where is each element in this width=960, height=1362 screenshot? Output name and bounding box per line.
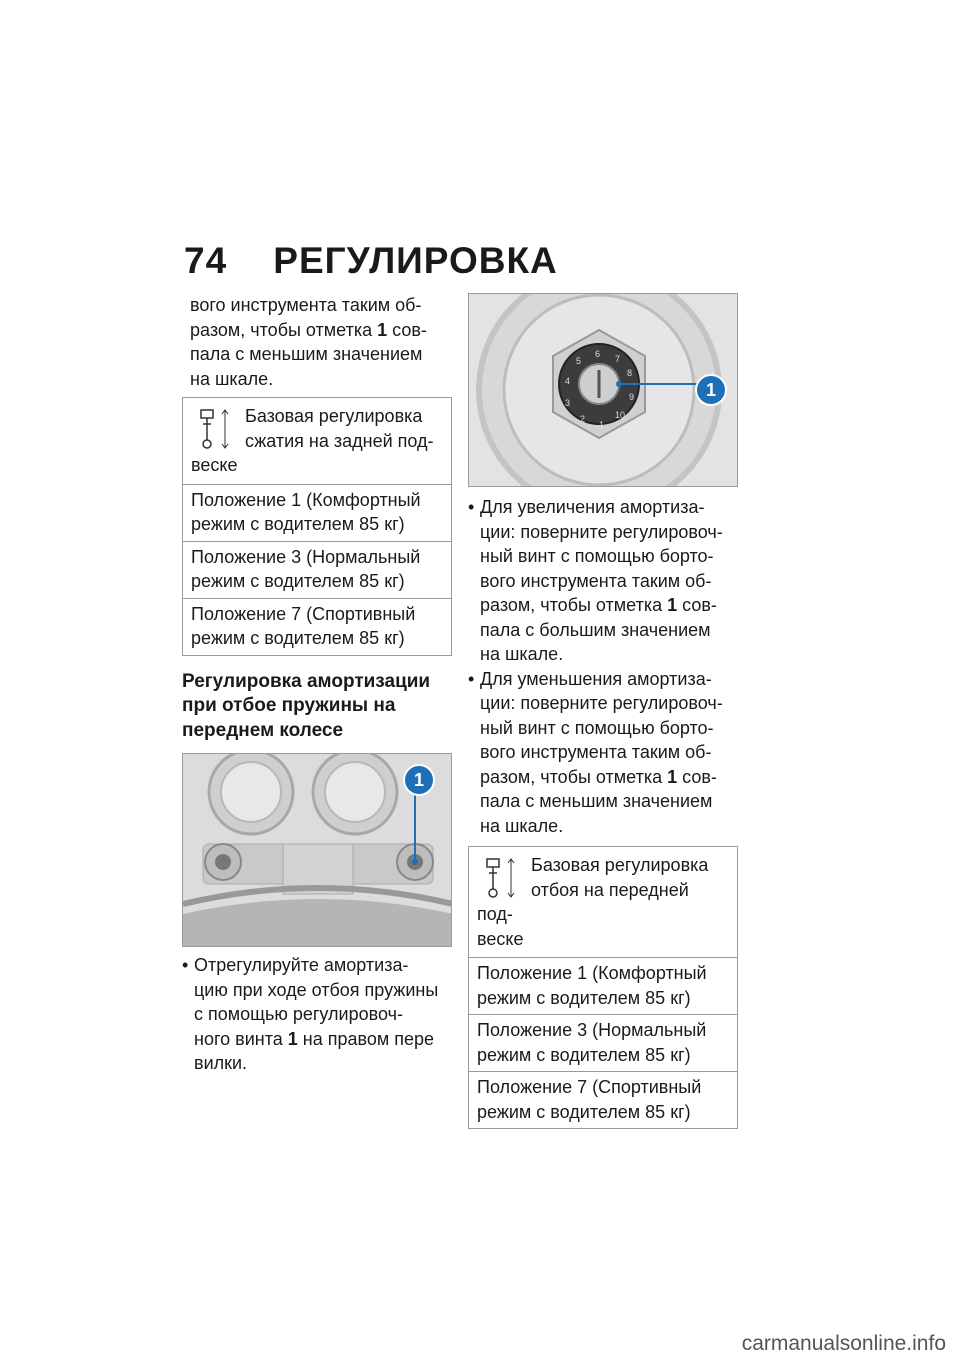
watermark: carmanualsonline.info — [741, 1332, 946, 1355]
setting-row: Положение 3 (Нормальный режим с водителем 85 кг) — [183, 541, 451, 598]
scale-mark: 6 — [595, 349, 601, 359]
callout-badge: 1 — [403, 764, 435, 796]
page-title: РЕГУЛИРОВКА — [273, 240, 558, 281]
setting-table-head — [183, 398, 451, 484]
scale-mark: 9 — [629, 392, 635, 402]
setting-table-title: Базовая регулировка сжатия на задней под- веске — [191, 406, 434, 475]
shock-absorber-icon — [481, 855, 523, 901]
reference-mark: 1 — [667, 766, 678, 787]
list-item: • Отрегулируйте амортиза- цию при ходе отбоя пружины с помощью регулировоч- ного винта 1 на правом пере вилки. — [182, 953, 452, 1076]
instruction-list — [468, 495, 738, 838]
scale-mark: 7 — [615, 354, 621, 364]
scale-mark: 2 — [580, 414, 586, 424]
setting-row: Положение 3 (Нормальный режим с водителем 85 кг) — [469, 1014, 737, 1071]
setting-row: Положение 7 (Спортивный режим с водителем 85 кг) — [183, 598, 451, 655]
scale-mark: 1 — [599, 420, 605, 430]
reference-mark: 1 — [667, 595, 678, 615]
callout-badge: 1 — [695, 374, 727, 406]
text-line: вого инструмента таким об- — [190, 295, 422, 315]
setting-row: Положение 1 (Комфортный режим с водителем 85 кг) — [183, 484, 451, 541]
shock-absorber-icon — [195, 406, 237, 452]
section-heading: Регулировка амортизации при отбое пружины на переднем колесе — [182, 670, 431, 741]
setting-row: Положение 7 (Спортивный режим с водителем 85 кг) — [469, 1071, 737, 1128]
setting-table-head — [469, 847, 737, 957]
instruction-list — [182, 953, 452, 1076]
intro-text — [182, 293, 452, 391]
text-line: разом, чтобы отметка 1 сов- — [190, 319, 427, 340]
page-number: 74 — [184, 240, 228, 281]
left-column — [182, 293, 452, 1076]
scale-mark: 4 — [565, 376, 571, 386]
text-line: пала с меньшим значением — [190, 344, 423, 364]
scale-mark: 10 — [615, 410, 626, 420]
page-header — [184, 240, 558, 282]
front-fork-figure — [182, 753, 452, 947]
right-column — [468, 293, 738, 1129]
scale-mark: 8 — [627, 368, 633, 378]
reference-mark: 1 — [287, 1028, 298, 1049]
setting-table-title: Базовая регулировка отбоя на передней под- веске — [477, 855, 709, 949]
setting-table-front — [468, 846, 738, 1129]
list-item: • Для увеличения амортиза- ции: поверните регулировоч- ный винт с помощью борто- вого инструмента таким об- разом, чтобы отметка 1 сов- пала с большим значением на шкале. — [468, 495, 738, 667]
reference-mark: 1 — [377, 319, 388, 340]
text-line: на шкале. — [190, 368, 274, 389]
scale-mark: 5 — [576, 356, 582, 366]
scale-mark: 3 — [565, 398, 571, 408]
setting-table-rear — [182, 397, 452, 656]
adjuster-figure — [468, 293, 738, 487]
setting-row: Положение 1 (Комфортный режим с водителем 85 кг) — [469, 957, 737, 1014]
list-item: • Для уменьшения амортиза- ции: поверните регулировоч- ный винт с помощью борто- вого инструмента таким об- разом, чтобы отметка 1 сов- пала с меньшим значением на шкале. — [468, 667, 738, 839]
